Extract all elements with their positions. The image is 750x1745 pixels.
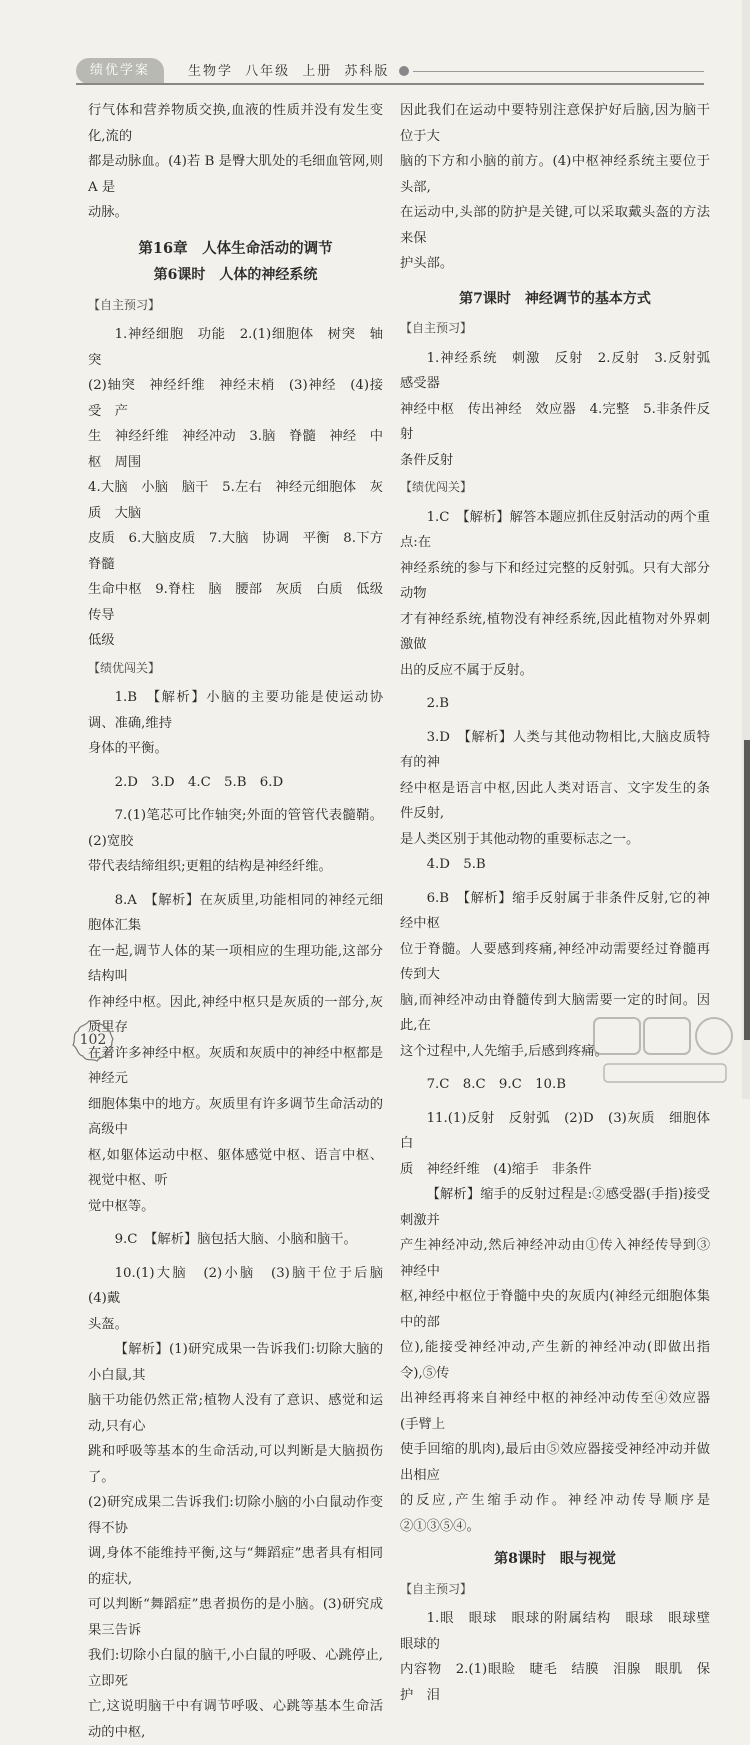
answer-line: 1.眼 眼球 眼球的附属结构 眼球 眼球壁 眼球的	[400, 1611, 724, 1652]
section-heading: 【绩优闯关】	[88, 660, 161, 675]
watermark-logo	[590, 1012, 740, 1092]
answer-line: 身体的平衡。	[88, 741, 168, 756]
answer-line: 1.C 【解析】解答本题应抓住反射活动的两个重点:在	[400, 509, 710, 550]
answer-line: 8.A 【解析】在灰质里,功能相同的神经元细胞体汇集	[88, 892, 383, 933]
analysis-line: 亡,这说明脑干中有调节呼吸、心跳等基本生命活动的中枢,	[88, 1699, 383, 1740]
answer-line: 神经中枢 传出神经 效应器 4.完整 5.非条件反射	[400, 401, 710, 442]
answer-line: 低级	[88, 633, 115, 648]
section-heading: 【自主预习】	[400, 321, 473, 335]
answer-line: 10.(1)大脑 (2)小脑 (3)脑干位于后脑 (4)戴	[88, 1265, 397, 1306]
answer-line: 质 神经纤维 (4)缩手 非条件	[400, 1161, 592, 1177]
analysis-line: 在运动中,头部的防护是关键,可以采取戴头盔的方法来保	[400, 205, 710, 246]
left-column	[88, 98, 397, 1745]
answer-line: 带代表结缔组织;更粗的结构是神经纤维。	[88, 859, 332, 874]
analysis-line: 的反应,产生缩手动作。神经冲动传导顺序是②①③⑤④。	[400, 1493, 710, 1534]
header-rule	[76, 83, 704, 85]
analysis-line: 我们:切除小白鼠的脑干,小白鼠的呼吸、心跳停止,立即死	[88, 1648, 383, 1689]
answer-line: 脑,而神经冲动由脊髓传到大脑需要一定的时间。因此,在	[400, 992, 710, 1033]
answer-line: 3.D 【解析】人类与其他动物相比,大脑皮质特有的神	[400, 729, 710, 770]
analysis-line: 【解析】缩手的反射过程是:②感受器(手指)接受刺激并	[400, 1187, 710, 1228]
answer-line: 7.(1)笔芯可比作轴突;外面的管管代表髓鞘。(2)宽胶	[88, 808, 383, 849]
intro-line: 动脉。	[88, 205, 128, 220]
answer-line: 4.D 5.B	[426, 857, 486, 872]
answer-line: 头盔。	[88, 1316, 128, 1332]
answer-line: 出的反应不属于反射。	[400, 662, 533, 678]
header-subject: 生物学 八年级 上册 苏科版	[188, 64, 390, 79]
intro-line: 行气体和营养物质交换,血液的性质并没有发生变化,流的	[88, 103, 383, 144]
lesson-title: 第7课时 神经调节的基本方式	[459, 290, 651, 307]
answer-line: (2)轴突 神经纤维 神经末梢 (3)神经 (4)接受 产	[88, 378, 383, 419]
answer-line: 2.D 3.D 4.C 5.B 6.D	[114, 774, 284, 790]
header-dot-icon	[399, 66, 409, 76]
answer-line: 枢,如躯体运动中枢、躯体感觉中枢、语言中枢、视觉中枢、听	[88, 1147, 383, 1188]
answer-line: 7.C 8.C 9.C 10.B	[426, 1077, 566, 1092]
analysis-line: (2)研究成果二告诉我们:切除小脑的小白鼠动作变得不协	[88, 1495, 383, 1536]
answer-line: 6.B 【解析】缩手反射属于非条件反射,它的神经中枢	[400, 890, 710, 931]
analysis-line: 因此我们在运动中要特别注意保护好后脑,因为脑干位于大	[400, 103, 710, 144]
analysis-line: 脑的下方和小脑的前方。(4)中枢神经系统主要位于头部,	[400, 154, 710, 195]
answer-line: 位于脊髓。人要感到疼痛,神经冲动需要经过脊髓再传到大	[400, 941, 710, 982]
answer-line: 神经系统的参与下和经过完整的反射弧。只有大部分动物	[400, 560, 710, 601]
analysis-line: 使手回缩的肌肉),最后由⑤效应器接受神经冲动并做出相应	[400, 1442, 710, 1483]
analysis-line: 可以判断“舞蹈症”患者损伤的是小脑。(3)研究成果三告诉	[88, 1597, 383, 1638]
analysis-line: 位),能接受神经冲动,产生新的神经冲动(即做出指令),⑤传	[400, 1340, 710, 1381]
answer-line: 生 神经纤维 神经冲动 3.脑 脊髓 神经 中枢 周围	[88, 429, 383, 470]
analysis-line: 调,身体不能维持平衡,这与“舞蹈症”患者具有相同的症状,	[88, 1546, 383, 1587]
answer-line: 内容物 2.(1)眼睑 睫毛 结膜 泪腺 眼肌 保护 泪	[400, 1662, 710, 1703]
answer-line: 1.B 【解析】小脑的主要功能是使运动协调、准确,维持	[88, 690, 383, 731]
answer-line: 作神经中枢。因此,神经中枢只是灰质的一部分,灰质里存	[88, 994, 383, 1035]
answer-line: 9.C 【解析】脑包括大脑、小脑和脑干。	[114, 1232, 357, 1247]
analysis-line: 脑干功能仍然正常;植物人没有了意识、感觉和运动,只有心	[88, 1393, 383, 1434]
answer-line: 条件反射	[400, 452, 454, 468]
page-number-text: 102	[79, 1032, 107, 1048]
answer-line: 在着许多神经中枢。灰质和灰质中的神经中枢都是神经元	[88, 1045, 383, 1086]
answer-line: 经中枢是语言中枢,因此人类对语言、文字发生的条件反射,	[400, 780, 710, 821]
answer-line: 在一起,调节人体的某一项相应的生理功能,这部分结构叫	[88, 943, 383, 984]
analysis-line: 跳和呼吸等基本的生命活动,可以判断是大脑损伤了。	[88, 1444, 383, 1485]
answer-line: 生命中枢 9.脊柱 脑 腰部 灰质 白质 低级 传导	[88, 582, 397, 623]
lesson-title: 第6课时 人体的神经系统	[153, 267, 318, 283]
answer-line: 觉中枢等。	[88, 1198, 155, 1214]
chapter-title: 第16章 人体生命活动的调节	[138, 239, 333, 257]
lesson-title: 第8课时 眼与视觉	[494, 1551, 616, 1567]
page-number	[70, 1018, 116, 1064]
answer-line: 皮质 6.大脑皮质 7.大脑 协调 平衡 8.下方 脊髓	[88, 531, 397, 572]
header-tab: 绩优学案	[76, 58, 164, 84]
section-heading: 【自主预习】	[88, 297, 161, 312]
page-header	[0, 52, 750, 92]
side-thumb-mark	[744, 740, 750, 1040]
section-heading: 【绩优闯关】	[400, 480, 473, 494]
answer-line: 才有神经系统,植物没有神经系统,因此植物对外界刺激做	[400, 611, 710, 652]
section-heading: 【自主预习】	[400, 1581, 473, 1596]
answer-line: 2.B	[426, 696, 450, 711]
header-rule-thin	[413, 71, 704, 72]
answer-line: 细胞体集中的地方。灰质里有许多调节生命活动的高级中	[88, 1096, 383, 1137]
answer-line: 4.大脑 小脑 脑干 5.左右 神经元细胞体 灰质 大脑	[88, 480, 383, 521]
analysis-line: 产生神经冲动,然后神经冲动由①传入神经传导到③神经中	[400, 1238, 710, 1279]
answer-line: 1.神经系统 刺激 反射 2.反射 3.反射弧 感受器	[400, 350, 724, 391]
analysis-line: 出神经再将来自神经中枢的神经冲动传至④效应器(手臂上	[400, 1391, 710, 1432]
answer-line: 11.(1)反射 反射弧 (2)D (3)灰质 细胞体 白	[400, 1110, 724, 1151]
answer-line: 1.神经细胞 功能 2.(1)细胞体 树突 轴突	[88, 327, 383, 368]
analysis-line: 【解析】(1)研究成果一告诉我们:切除大脑的小白鼠,其	[88, 1342, 383, 1383]
answer-line: 这个过程中,人先缩手,后感到疼痛。	[400, 1043, 608, 1059]
right-column	[400, 98, 724, 1708]
answer-line: 是人类区别于其他动物的重要标志之一。	[400, 831, 640, 847]
analysis-line: 枢,神经中枢位于脊髓中央的灰质内(神经元细胞体集中的部	[400, 1289, 710, 1330]
analysis-line: 护头部。	[400, 256, 454, 271]
intro-line: 都是动脉血。(4)若 B 是臀大肌处的毛细血管网,则 A 是	[88, 154, 383, 195]
